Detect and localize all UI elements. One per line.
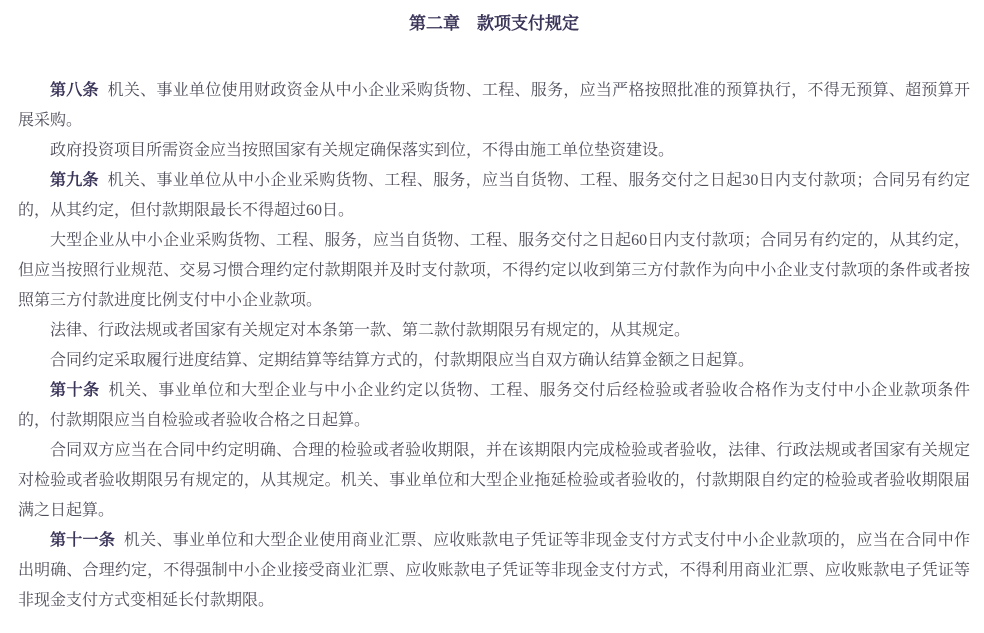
- article-paragraph: [18, 136, 970, 166]
- paragraph-text: 机关、事业单位和大型企业使用商业汇票、应收账款电子凭证等非现金支付方式支付中小企业款项的，应当在合同中作出明确、合理约定，不得强制中小企业接受商业汇票、应收账款电子凭证等非现金支付方式，不得利用商业汇票、应收账款电子凭证等非现金支付方式变相延长付款期限。: [18, 532, 970, 609]
- paragraph-text: 政府投资项目所需资金应当按照国家有关规定确保落实到位，不得由施工单位垫资建设。: [50, 142, 675, 159]
- paragraph-text: 机关、事业单位和大型企业与中小企业约定以货物、工程、服务交付后经检验或者验收合格作为支付中小企业款项条件的，付款期限应当自检验或者验收合格之日起算。: [18, 382, 970, 429]
- article-number-label: 第十一条: [50, 532, 116, 549]
- paragraph-text: 机关、事业单位从中小企业采购货物、工程、服务，应当自货物、工程、服务交付之日起30日内支付款项；合同另有约定的，从其约定，但付款期限最长不得超过60日。: [18, 172, 970, 219]
- article-paragraph: [18, 376, 970, 436]
- article-number-label: 第九条: [50, 172, 99, 189]
- paragraph-text: 合同双方应当在合同中约定明确、合理的检验或者验收期限，并在该期限内完成检验或者验收，法律、行政法规或者国家有关规定对检验或者验收期限另有规定的，从其规定。机关、事业单位和大型企业拖延检验或者验收的，付款期限自约定的检验或者验收期限届满之日起算。: [18, 442, 970, 519]
- paragraph-text: 合同约定采取履行进度结算、定期结算等结算方式的，付款期限应当自双方确认结算金额之日起算。: [50, 352, 755, 369]
- article-paragraph: [18, 76, 970, 136]
- paragraph-text: 大型企业从中小企业采购货物、工程、服务，应当自货物、工程、服务交付之日起60日内支付款项；合同另有约定的，从其约定，但应当按照行业规范、交易习惯合理约定付款期限并及时支付款项，不得约定以收到第三方付款作为向中小企业支付款项的条件或者按照第三方付款进度比例支付中小企业款项。: [18, 232, 970, 309]
- article-number-label: 第十条: [50, 382, 100, 399]
- article-paragraph: [18, 166, 970, 226]
- article-paragraph: [18, 346, 970, 376]
- chapter-title: 第二章 款项支付规定: [409, 14, 579, 33]
- paragraph-text: 法律、行政法规或者国家有关规定对本条第一款、第二款付款期限另有规定的，从其规定。: [50, 322, 691, 339]
- article-paragraph: [18, 526, 970, 616]
- article-paragraph: [18, 436, 970, 526]
- article-paragraph: [18, 226, 970, 316]
- paragraph-text: 机关、事业单位使用财政资金从中小企业采购货物、工程、服务，应当严格按照批准的预算执行，不得无预算、超预算开展采购。: [18, 82, 970, 129]
- article-paragraph: [18, 316, 970, 346]
- article-number-label: 第八条: [50, 82, 99, 99]
